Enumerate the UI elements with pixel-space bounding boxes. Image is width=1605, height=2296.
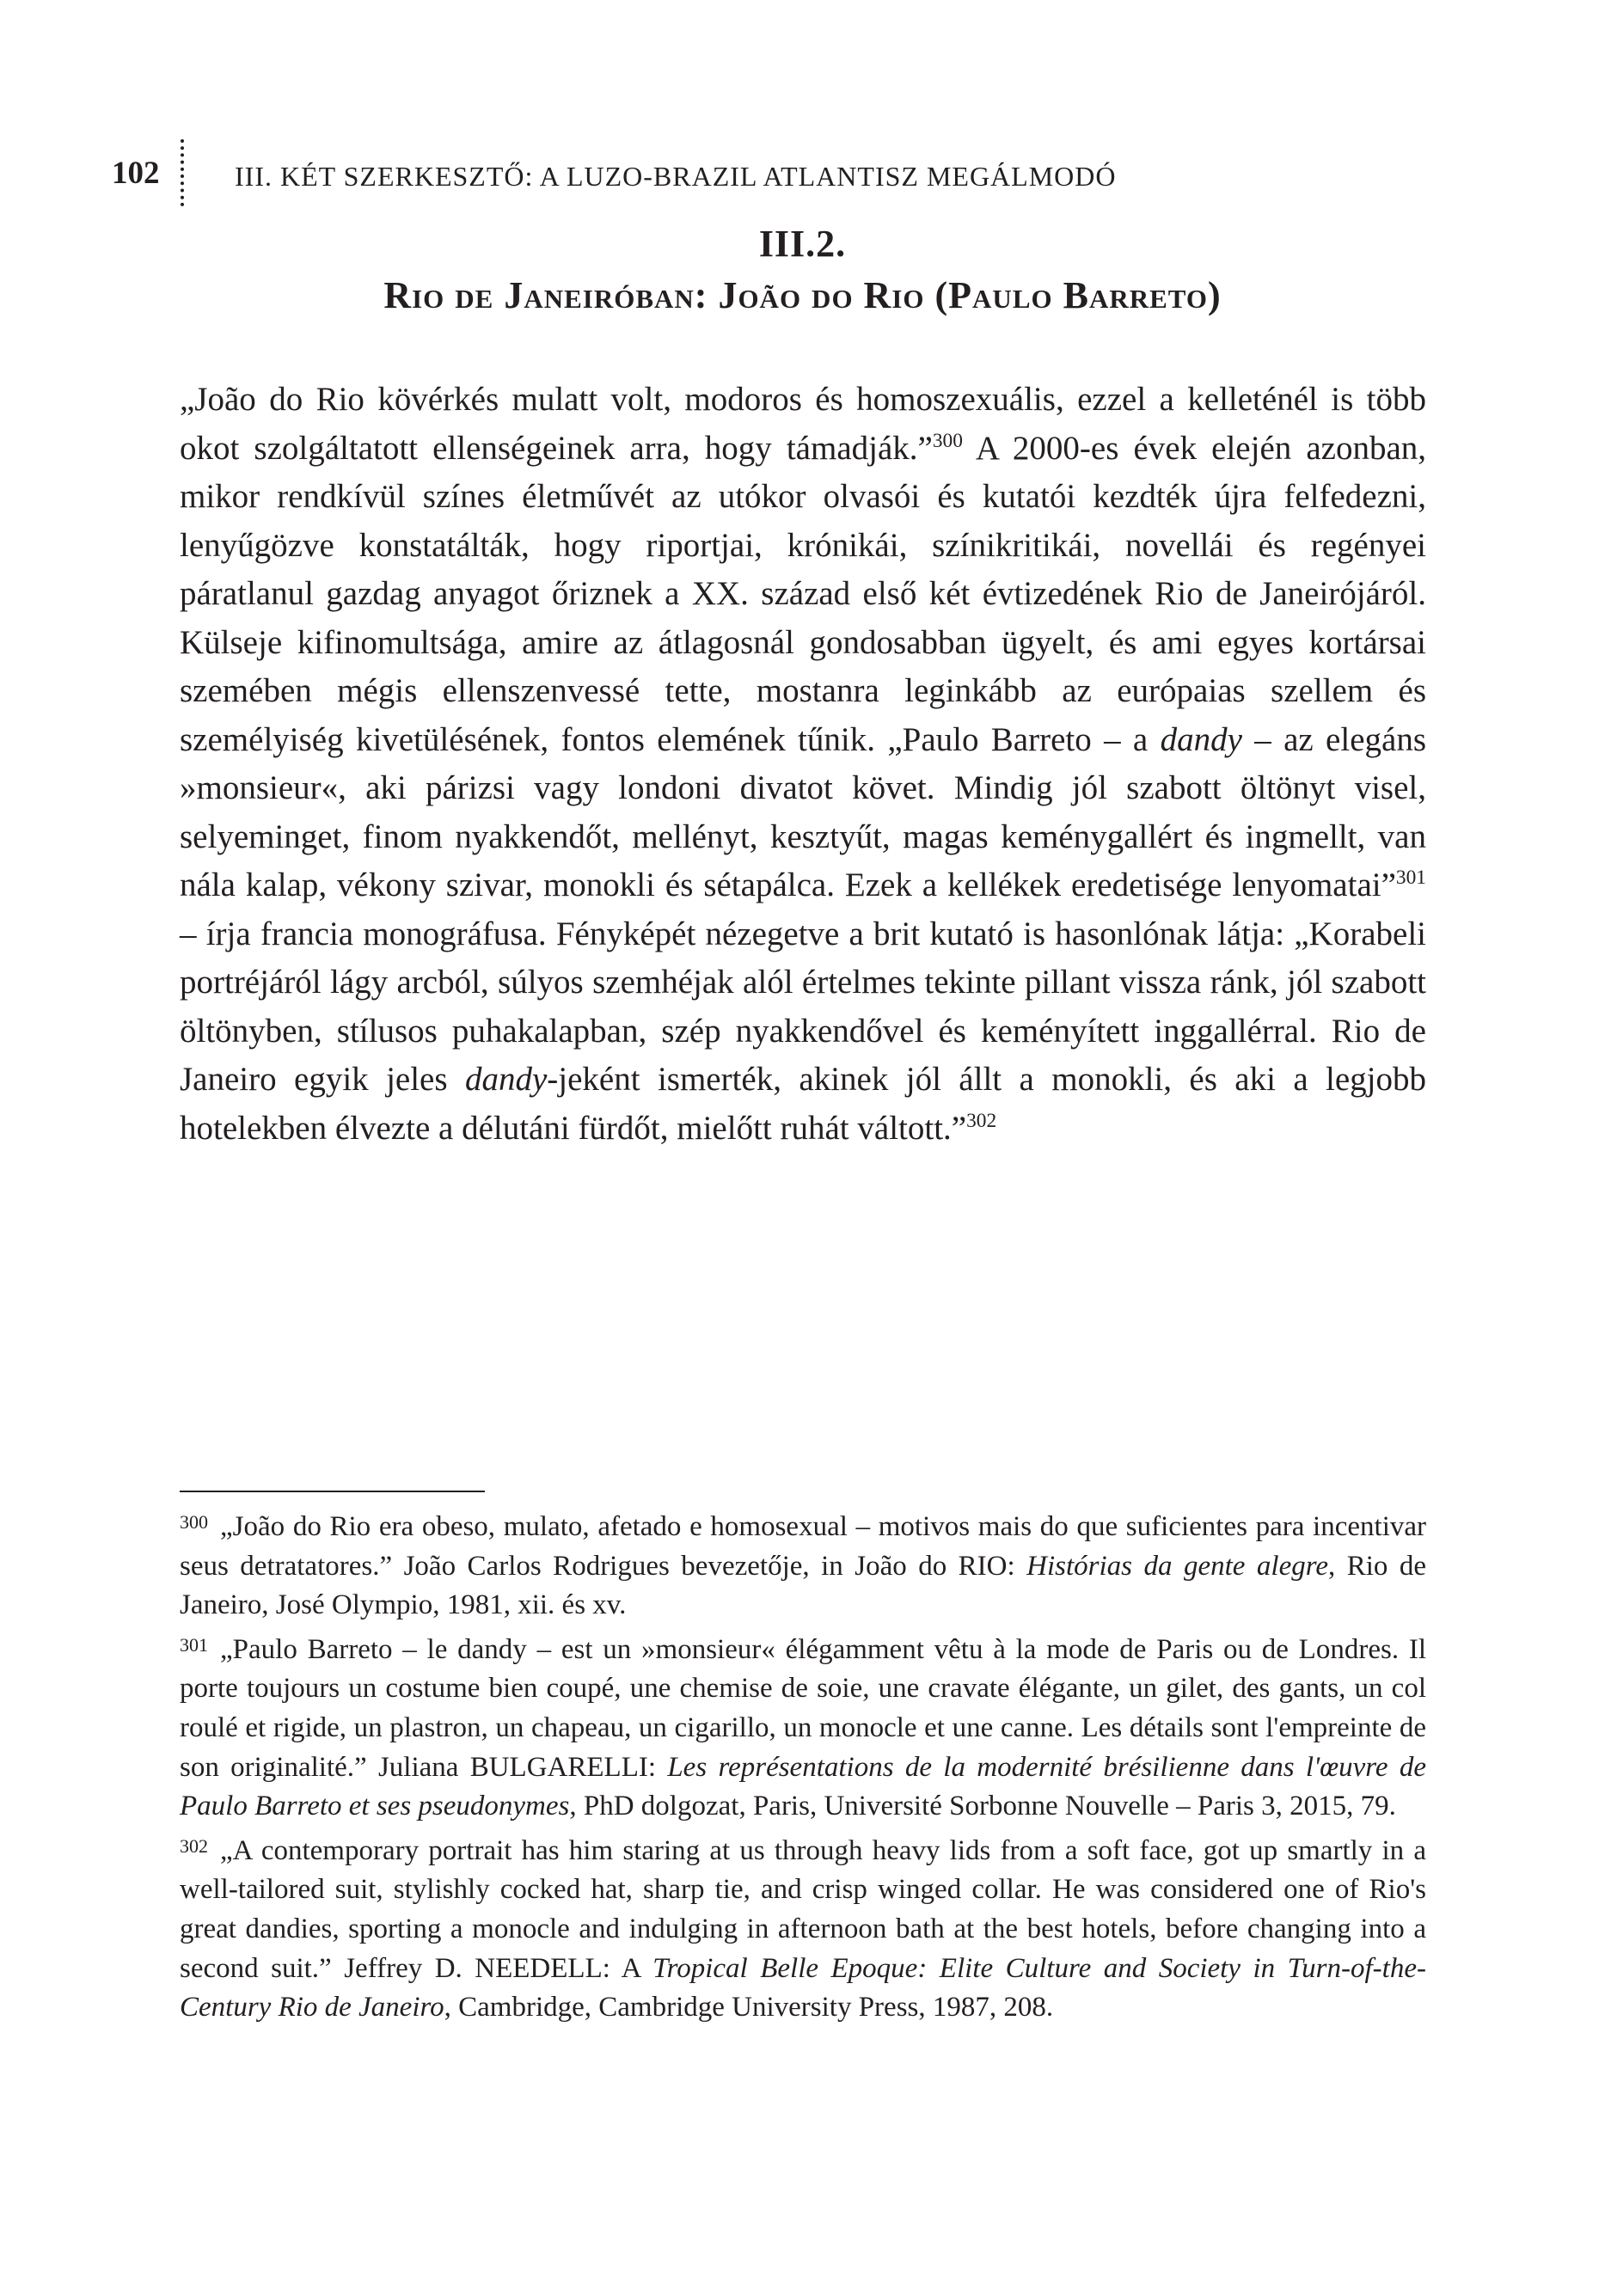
footnote-ref-301: 301 bbox=[1395, 866, 1426, 889]
section-number: III.2. bbox=[758, 223, 847, 265]
footnote-text: , Cambridge, Cambridge University Press, 1987, 208. bbox=[444, 1992, 1054, 2024]
running-title: III. KÉT SZERKESZTŐ: A LUZO-BRAZIL ATLANTISZ MEGÁLMODÓ bbox=[235, 161, 1117, 192]
body-paragraph bbox=[180, 376, 1426, 1153]
body-text-main: A 2000-es évek elején azonban, mikor rendkívül színes életművét az utókor olvasói és kutatói kezdték újra felfedezni, lenyűgözve konstatálták, hogy riportjai, krónikái, színikritikái, novellái és regényei páratlanul gazdag anyagot őriznek a XX. század első két évtizedének Rio de Janeirójáról. Külseje kifinomultsága, amire az átlagosnál gondosabban ügyelt, és ami egyes kortársai szemében mégis ellenszenvessé tette, mostanra leginkább az európaias szellem és személyiség kivetülésének, fontos elemének tűnik. „Paulo Barreto – a bbox=[180, 429, 1426, 758]
italic-dandy: dandy bbox=[1160, 720, 1242, 758]
footnote-number: 300 bbox=[180, 1511, 208, 1533]
footnote-number: 301 bbox=[180, 1633, 208, 1656]
footnote-italic-title: Les représentations de la modernité brésilienne dans l'œuvre de Paulo Barreto et ses pseudonymes bbox=[180, 1751, 1426, 1822]
footnote-302 bbox=[180, 1827, 1426, 2028]
running-head bbox=[112, 138, 1401, 215]
footnote-ref-300: 300 bbox=[932, 429, 963, 452]
footnote-text: , PhD dolgozat, Paris, Université Sorbonne Nouvelle – Paris 3, 2015, 79. bbox=[569, 1791, 1396, 1822]
body-quote-opening: „João do Rio kövérkés mulatt volt, modoros és homoszexuális, ezzel a kelleténél is több okot szolgáltatott ellenségeinek arra, hogy támadják.” bbox=[180, 381, 1426, 467]
footnote-301 bbox=[180, 1626, 1426, 1827]
footnote-ref-302: 302 bbox=[966, 1109, 997, 1132]
body-text bbox=[180, 376, 1426, 1153]
footnotes bbox=[180, 1503, 1426, 2028]
body-text-continued: – írja francia monográfusa. Fényképét nézegetve a brit kutató is hasonlónak látja: „Korabeli portréjáról lágy arcból, súlyos szemhéjak alól értelmes tekinte pillant vissza ránk, jól szabott öltönyben, stílusos puhakalapban, szép nyakkendővel és keményített inggallérral. Rio de Janeiro egyik jeles bbox=[180, 915, 1426, 1098]
footnote-text: „João do Rio era obeso, mulato, afetado e homosexual – motivos mais do que suficientes para incentivar seus detratatores.” João Carlos Rodrigues bevezetője, in João do RIO: bbox=[180, 1511, 1426, 1582]
dotted-divider bbox=[181, 139, 184, 206]
italic-dandy: dandy bbox=[464, 1061, 548, 1098]
body-text-quote: – az elegáns »monsieur«, aki párizsi vagy londoni divatot követ. Mindig jól szabott öltönyt visel, selyeminget, finom nyakkendőt, mellényt, kesztyűt, magas keménygallért és ingmellt, van nála kalap, vékony szivar, monokli és sétapálca. Ezek a kellékek eredetisége lenyomatai” bbox=[180, 720, 1426, 903]
body-text-closing: -jeként ismerték, akinek jól állt a monokli, és aki a legjobb hotelekben élvezte a délutáni fürdőt, mielőtt ruhát váltott.” bbox=[180, 1061, 1427, 1147]
footnote-text: „A contemporary portrait has him staring at us through heavy lids from a soft face, got up smartly in a well-tailored suit, stylishly cocked hat, sharp tie, and crisp winged collar. He was considered one of Rio's great dandies, sporting a monocle and indulging in afternoon bath at the best hotels, before changing into a second suit.” Jeffrey D. NEEDELL: A bbox=[180, 1834, 1426, 1984]
footnote-italic-title: Tropical Belle Epoque: Elite Culture and Society in Turn-of-the-Century Rio de Janeiro bbox=[180, 1952, 1426, 2024]
footnote-text: , Rio de Janeiro, José Olympio, 1981, xii. és xv. bbox=[180, 1550, 1427, 1621]
footnote-number: 302 bbox=[180, 1834, 208, 1857]
footnote-rule bbox=[180, 1491, 485, 1492]
page-number: 102 bbox=[112, 156, 160, 191]
footnote-italic-title: Histórias da gente alegre bbox=[1026, 1550, 1328, 1582]
footnote-text: „Paulo Barreto – le dandy – est un »monsieur« élégamment vêtu à la mode de Paris ou de Londres. Il porte toujours un costume bien coupé, une chemise de soie, une cravate élégante, un gilet, des gants, un col roulé et rigide, un plastron, un chapeau, un cigarillo, un monocle et une canne. Les détails sont l'empreinte de son originalité.” Juliana BULGARELLI: bbox=[180, 1633, 1426, 1783]
footnote-300 bbox=[180, 1503, 1426, 1626]
section-title: Rio de Janeiróban: João do Rio (Paulo Barreto) bbox=[383, 274, 1222, 316]
